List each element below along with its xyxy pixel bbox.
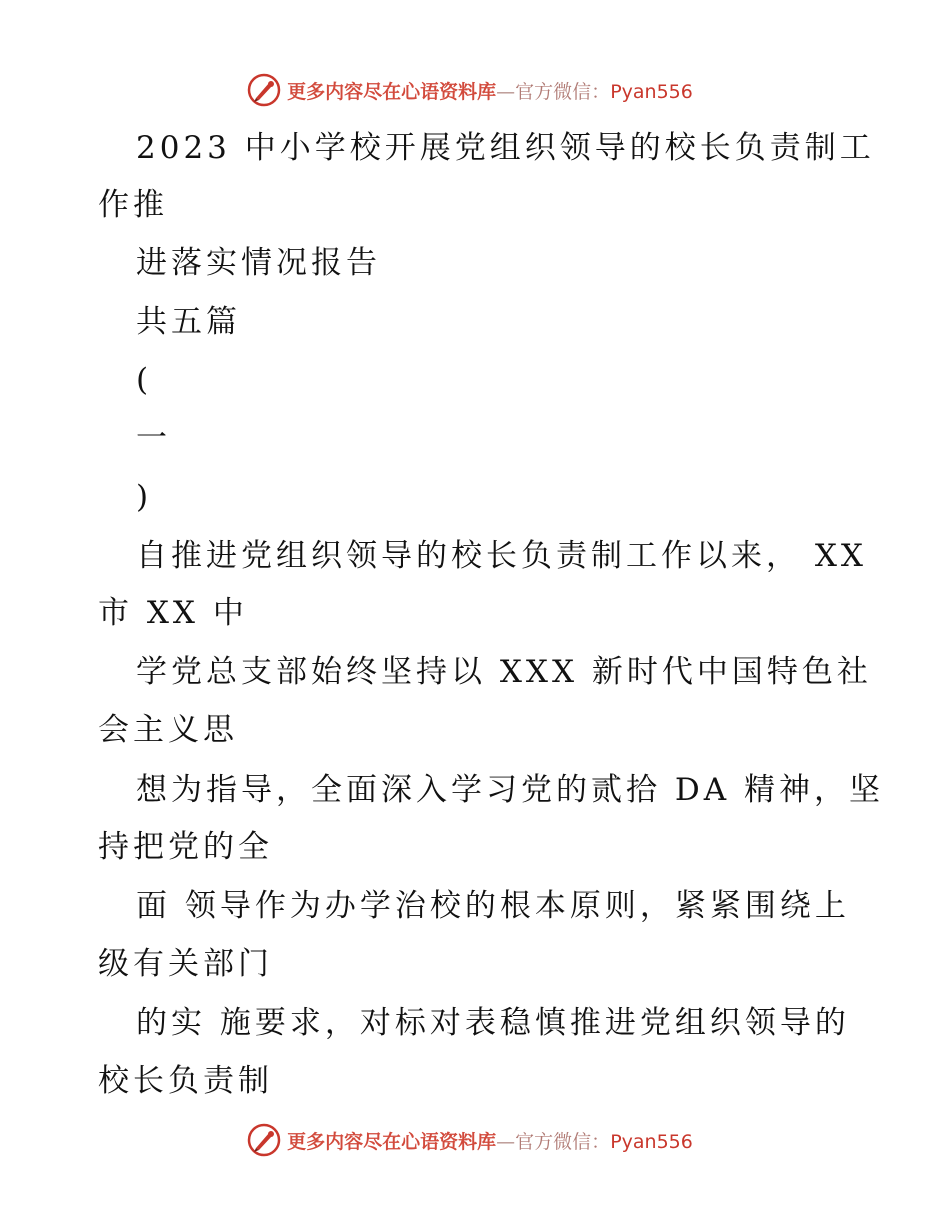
watermark-text: 更多内容尽在心语资料库—官方微信：Pyan556 [287,80,693,103]
body-line: 会主义思 [98,712,238,748]
section-open-paren: ( [136,362,153,398]
pen-logo-icon [247,73,281,107]
pen-logo-icon [247,1123,281,1157]
body-line: 的实 施要求，对标对表稳慎推进党组织领导的 [136,1005,850,1041]
body-line: 自推进党组织领导的校长负责制工作以来， XX [136,538,867,574]
title-line-1: 2023 中小学校开展党组织领导的校长负责制工 [136,130,875,166]
body-line: 市 XX 中 [98,595,248,631]
title-line-3: 进落实情况报告 [136,245,381,281]
watermark-text: 更多内容尽在心语资料库—官方微信：Pyan556 [287,1130,693,1153]
subtitle-line: 共五篇 [136,304,241,340]
title-line-2: 作推 [98,187,168,223]
body-line: 想为指导，全面深入学习党的贰拾 DA 精神，坚 [136,772,884,808]
body-line: 面 领导作为办学治校的根本原则，紧紧围绕上 [136,888,850,924]
body-line: 校长负责制 [98,1063,273,1099]
body-line: 持把党的全 [98,829,273,865]
header-watermark [0,70,950,110]
section-close-paren: ) [136,479,153,515]
body-line: 级有关部门 [98,946,273,982]
section-number: 一 [136,420,171,456]
footer-watermark [0,1120,950,1160]
body-line: 学党总支部始终坚持以 XXX 新时代中国特色社 [136,654,872,690]
